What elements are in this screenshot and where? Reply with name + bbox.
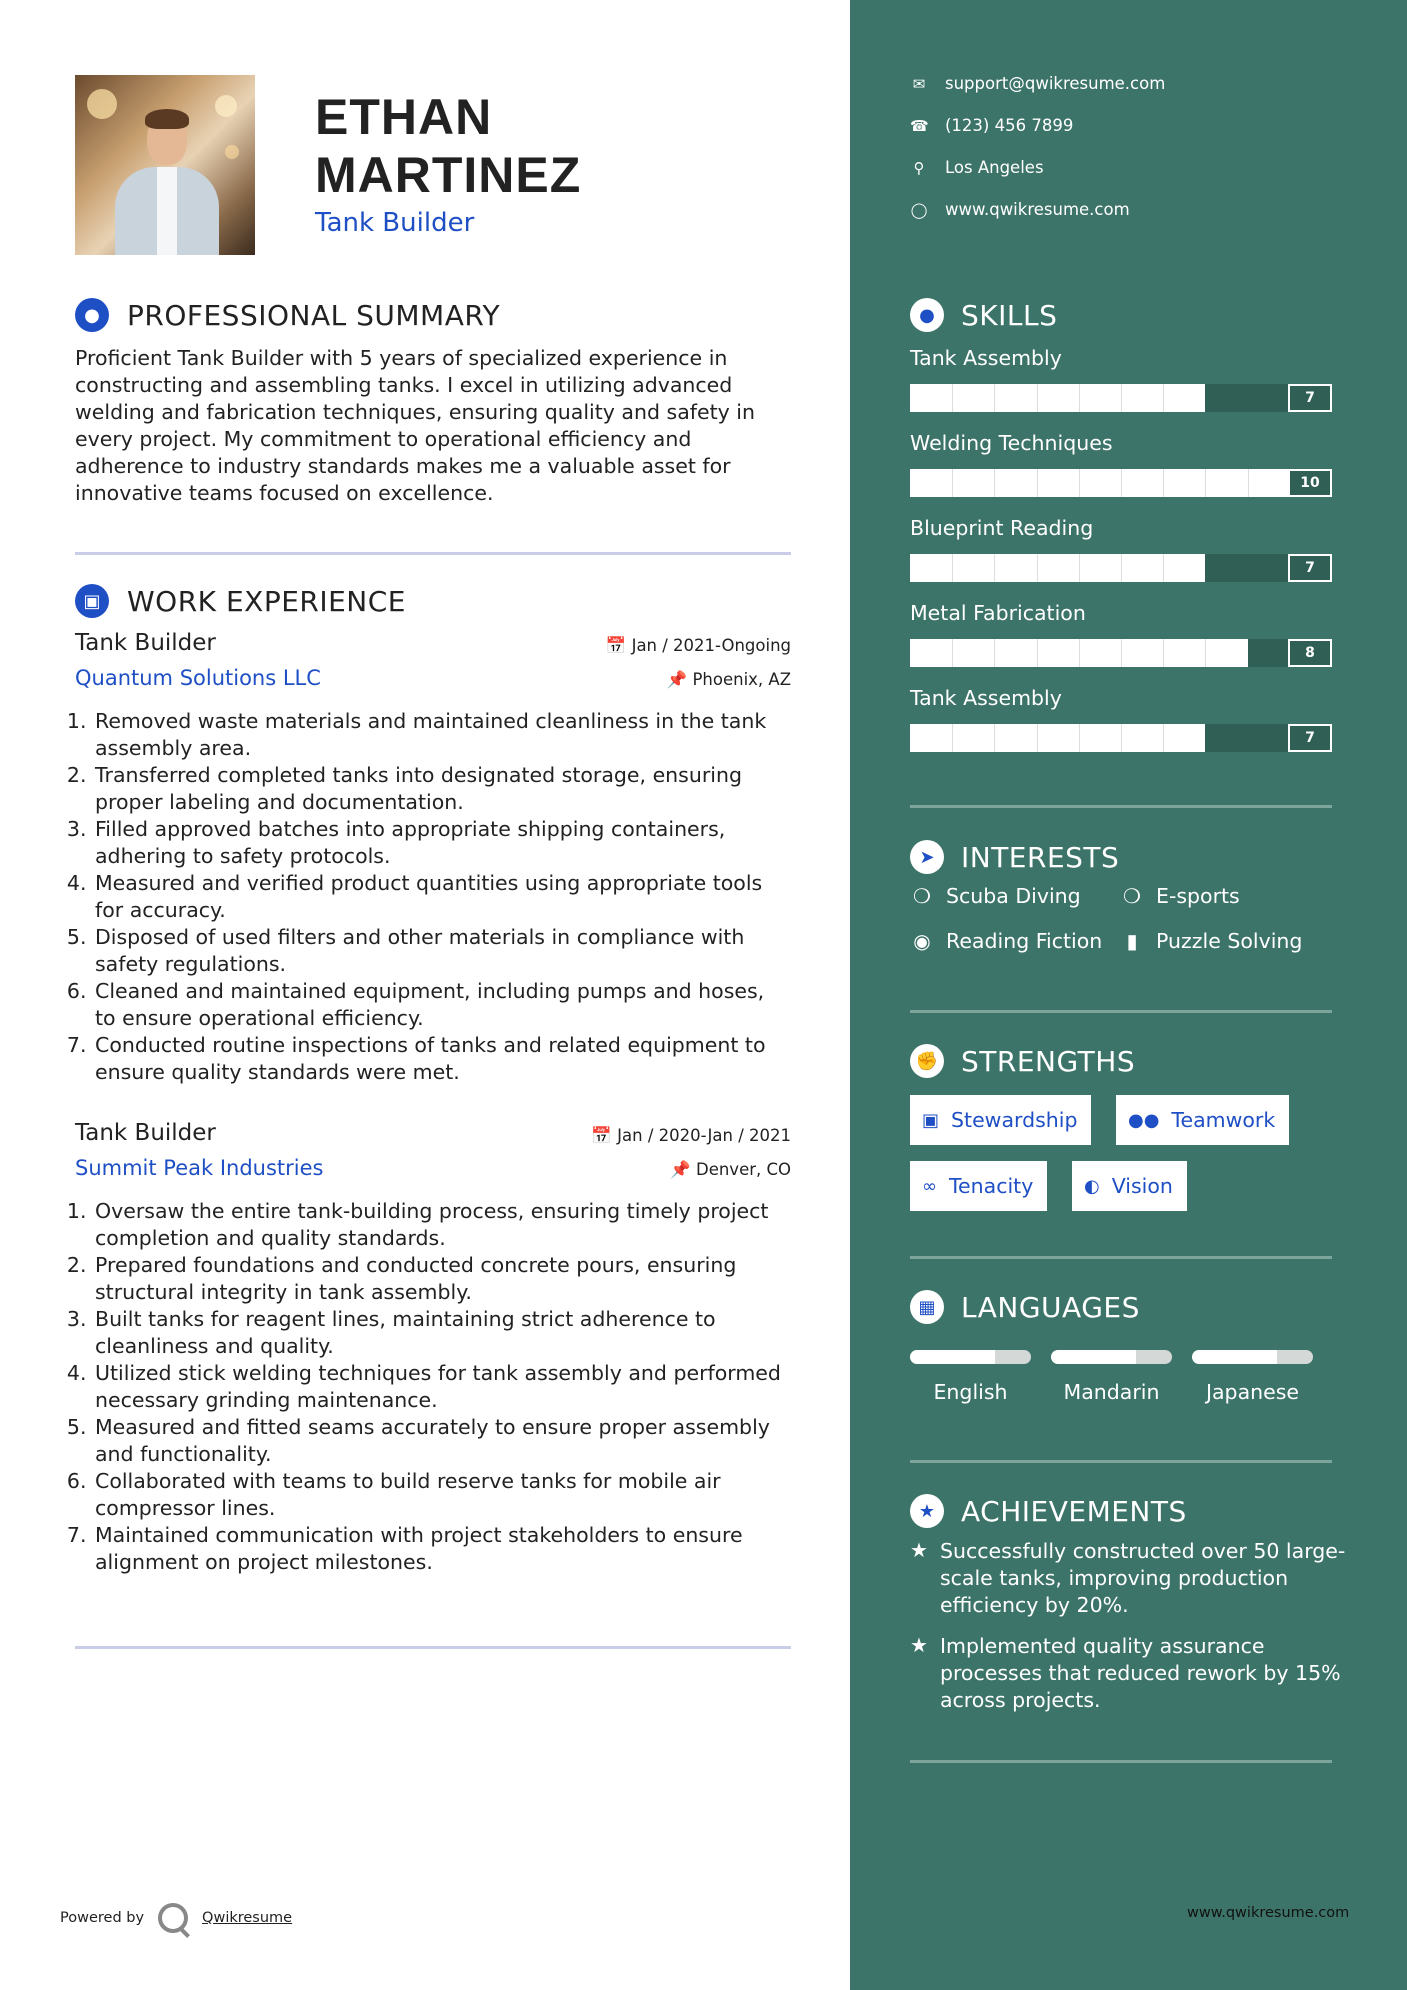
language-bar xyxy=(1192,1350,1313,1364)
profile-photo xyxy=(75,75,255,255)
translate-icon: ▦ xyxy=(910,1290,944,1324)
candidate-title: Tank Builder xyxy=(315,208,475,238)
skill-segment xyxy=(952,724,953,752)
skill-segment xyxy=(1037,469,1038,497)
job-role: Tank Builder xyxy=(75,630,216,656)
skill-name: Tank Assembly xyxy=(910,686,1062,710)
skill-segment xyxy=(1163,554,1164,582)
skill-score: 8 xyxy=(1288,639,1332,667)
skill-bar xyxy=(910,639,1332,667)
skill-segment xyxy=(994,639,995,667)
list-item: 7. Conducted routine inspections of tanks and related equipment to ensure quality standards were met. xyxy=(93,1032,791,1086)
skill-segment xyxy=(994,469,995,497)
strength-tag: ▣ Stewardship xyxy=(910,1095,1091,1145)
achievements-heading: ★ ACHIEVEMENTS xyxy=(910,1494,1187,1528)
skill-name: Blueprint Reading xyxy=(910,516,1094,540)
list-item: 7. Maintained communication with project stakeholders to ensure alignment on project milestones. xyxy=(93,1522,791,1576)
skill-segment xyxy=(1163,724,1164,752)
fist-icon: ✊ xyxy=(910,1044,944,1078)
interest-item: ◉ Reading Fiction xyxy=(910,929,1102,953)
qwikresume-logo-icon xyxy=(158,1903,188,1933)
skill-segment xyxy=(1079,469,1080,497)
language-fill xyxy=(1051,1350,1136,1364)
strength-tag: ●● Teamwork xyxy=(1116,1095,1289,1145)
list-item: 5. Measured and fitted seams accurately to ensure proper assembly and functionality. xyxy=(93,1414,791,1468)
job-company: Summit Peak Industries xyxy=(75,1156,324,1180)
skill-name: Welding Techniques xyxy=(910,431,1113,455)
last-name: MARTINEZ xyxy=(315,147,582,203)
job-duties xyxy=(75,1198,791,1576)
job-location: 📌 Denver, CO xyxy=(670,1160,791,1179)
list-item: 4. Utilized stick welding techniques for tank assembly and performed necessary grinding maintenance. xyxy=(93,1360,791,1414)
skill-segment xyxy=(952,469,953,497)
globe-icon: ◯ xyxy=(910,200,928,219)
interests-heading: ➤ INTERESTS xyxy=(910,840,1119,874)
calendar-icon: 📅 xyxy=(605,636,627,655)
language-name: Japanese xyxy=(1205,1380,1300,1404)
language-fill xyxy=(1192,1350,1277,1364)
skill-segment xyxy=(994,384,995,412)
paper-plane-icon: ➤ xyxy=(910,840,944,874)
interest-item: ❍ E-sports xyxy=(1120,884,1240,908)
skill-segment xyxy=(1121,724,1122,752)
skills-heading: ● SKILLS xyxy=(910,298,1057,332)
skill-segment xyxy=(952,554,953,582)
candidate-name xyxy=(315,88,581,204)
summary-text: Proficient Tank Builder with 5 years of specialized experience in constructing and assembling tanks. I excel in utilizing advanced welding and fabrication techniques, ensuring quality and safety in every project. My commitment to operational efficiency and adherence to industry standards makes me a valuable asset for innovative teams focused on excellence. xyxy=(75,346,755,505)
users-icon: ●● xyxy=(1128,1109,1160,1131)
language-name: English xyxy=(933,1380,1008,1404)
pin-icon: 📌 xyxy=(666,670,688,689)
divider xyxy=(910,1256,1332,1259)
skill-segment xyxy=(1163,639,1164,667)
skill-score: 7 xyxy=(1288,724,1332,752)
contact-location: ⚲ Los Angeles xyxy=(910,158,1044,177)
skill-segment xyxy=(1037,384,1038,412)
list-item: 2. Prepared foundations and conducted concrete pours, ensuring structural integrity in tank assembly. xyxy=(93,1252,791,1306)
language-bar xyxy=(1051,1350,1172,1364)
job-entry xyxy=(75,630,791,1086)
skill-segment xyxy=(1079,384,1080,412)
list-item: 1. Oversaw the entire tank-building process, ensuring timely project completion and quality standards. xyxy=(93,1198,791,1252)
list-item: 6. Cleaned and maintained equipment, including pumps and hoses, to ensure operational efficiency. xyxy=(93,978,791,1032)
skill-segment xyxy=(1121,639,1122,667)
language-name: Mandarin xyxy=(1063,1380,1160,1404)
list-item: 3. Built tanks for reagent lines, maintaining strict adherence to cleanliness and quality. xyxy=(93,1306,791,1360)
divider xyxy=(910,805,1332,808)
strength-tag: ◐ Vision xyxy=(1072,1161,1187,1211)
divider xyxy=(910,1760,1332,1763)
star-badge-icon: ★ xyxy=(910,1494,944,1528)
briefcase-icon: ▣ xyxy=(922,1109,940,1131)
list-item: 6. Collaborated with teams to build reserve tanks for mobile air compressor lines. xyxy=(93,1468,791,1522)
language-bar xyxy=(910,1350,1031,1364)
envelope-icon: ✉ xyxy=(912,74,926,93)
skill-bar xyxy=(910,554,1332,582)
book-icon: ▮ xyxy=(1126,929,1138,953)
list-item: 5. Disposed of used filters and other materials in compliance with safety regulations. xyxy=(93,924,791,978)
achievement-item: ★ Implemented quality assurance processes that reduced rework by 15% across projects. xyxy=(910,1633,1341,1712)
divider xyxy=(910,1460,1332,1463)
job-location: 📌 Phoenix, AZ xyxy=(666,670,791,689)
skill-segment xyxy=(952,384,953,412)
skill-segment xyxy=(1079,639,1080,667)
skill-segment xyxy=(1121,554,1122,582)
skill-segment xyxy=(1248,469,1249,497)
skill-segment xyxy=(1205,469,1206,497)
skill-segment xyxy=(1205,639,1206,667)
contact-email[interactable]: ✉ support@qwikresume.com xyxy=(910,74,1165,93)
lightbulb-icon: ● xyxy=(910,298,944,332)
qwikresume-link[interactable]: Qwikresume xyxy=(202,1910,293,1926)
skill-segment xyxy=(1037,554,1038,582)
strengths-heading: ✊ STRENGTHS xyxy=(910,1044,1135,1078)
skill-segment xyxy=(1037,639,1038,667)
skill-score: 10 xyxy=(1288,469,1332,497)
contact-phone[interactable]: ☎ (123) 456 7899 xyxy=(910,116,1074,135)
map-pin-icon: ⚲ xyxy=(913,158,925,177)
phone-icon: ☎ xyxy=(910,116,929,135)
skill-score: 7 xyxy=(1288,384,1332,412)
interest-item: ❍ Scuba Diving xyxy=(910,884,1081,908)
interest-item: ▮ Puzzle Solving xyxy=(1120,929,1302,953)
skill-bar xyxy=(910,384,1332,412)
footer-website[interactable]: www.qwikresume.com xyxy=(1187,1905,1350,1921)
skill-segment xyxy=(1037,724,1038,752)
shooting-star-icon: ★ xyxy=(910,1538,928,1562)
skill-segment xyxy=(1163,384,1164,412)
skill-segment xyxy=(952,639,953,667)
job-duties xyxy=(75,708,791,1086)
shooting-star-icon: ★ xyxy=(910,1633,928,1657)
skill-score: 7 xyxy=(1288,554,1332,582)
binoculars-icon: ◐ xyxy=(1084,1175,1100,1197)
divider xyxy=(910,1010,1332,1013)
pin-icon: 📌 xyxy=(670,1160,691,1179)
list-item: 1. Removed waste materials and maintained cleanliness in the tank assembly area. xyxy=(93,708,791,762)
summary-heading: ● PROFESSIONAL SUMMARY xyxy=(75,298,500,332)
list-item: 2. Transferred completed tanks into designated storage, ensuring proper labeling and documentation. xyxy=(93,762,791,816)
calendar-icon: 📅 xyxy=(591,1126,612,1145)
job-entry xyxy=(75,1120,791,1576)
lifebuoy-icon: ❍ xyxy=(1123,884,1141,908)
list-item: 4. Measured and verified product quantities using appropriate tools for accuracy. xyxy=(93,870,791,924)
skill-segment xyxy=(1163,469,1164,497)
sidebar xyxy=(850,0,1407,1990)
skill-fill xyxy=(910,384,1205,412)
job-date: 📅 Jan / 2020-Jan / 2021 xyxy=(591,1126,791,1145)
strength-tag: ∞ Tenacity xyxy=(910,1161,1047,1211)
skill-segment xyxy=(1121,384,1122,412)
skill-name: Metal Fabrication xyxy=(910,601,1086,625)
contact-website[interactable]: ◯ www.qwikresume.com xyxy=(910,200,1130,219)
job-company: Quantum Solutions LLC xyxy=(75,666,321,690)
skill-segment xyxy=(1121,469,1122,497)
gamepad-icon: ◉ xyxy=(913,929,931,953)
skill-segment xyxy=(1079,724,1080,752)
first-name: ETHAN xyxy=(315,89,493,145)
list-item: 3. Filled approved batches into appropriate shipping containers, adhering to safety protocols. xyxy=(93,816,791,870)
skill-fill xyxy=(910,724,1205,752)
link-icon: ∞ xyxy=(922,1175,937,1197)
skill-bar xyxy=(910,469,1332,497)
user-icon: ● xyxy=(75,298,109,332)
job-role: Tank Builder xyxy=(75,1120,216,1146)
skill-fill xyxy=(910,554,1205,582)
skill-name: Tank Assembly xyxy=(910,346,1062,370)
powered-by: Powered by Qwikresume xyxy=(60,1903,292,1933)
experience-heading: ▣ WORK EXPERIENCE xyxy=(75,584,406,618)
job-date: 📅 Jan / 2021-Ongoing xyxy=(605,636,791,655)
achievement-item: ★ Successfully constructed over 50 large-scale tanks, improving production efficiency by 20%. xyxy=(910,1538,1346,1617)
language-fill xyxy=(910,1350,995,1364)
skill-segment xyxy=(1079,554,1080,582)
divider xyxy=(75,552,791,555)
lifebuoy-icon: ❍ xyxy=(913,884,931,908)
languages-heading: ▦ LANGUAGES xyxy=(910,1290,1140,1324)
briefcase-chair-icon: ▣ xyxy=(75,584,109,618)
skill-bar xyxy=(910,724,1332,752)
skill-segment xyxy=(994,724,995,752)
skill-segment xyxy=(994,554,995,582)
divider xyxy=(75,1646,791,1649)
